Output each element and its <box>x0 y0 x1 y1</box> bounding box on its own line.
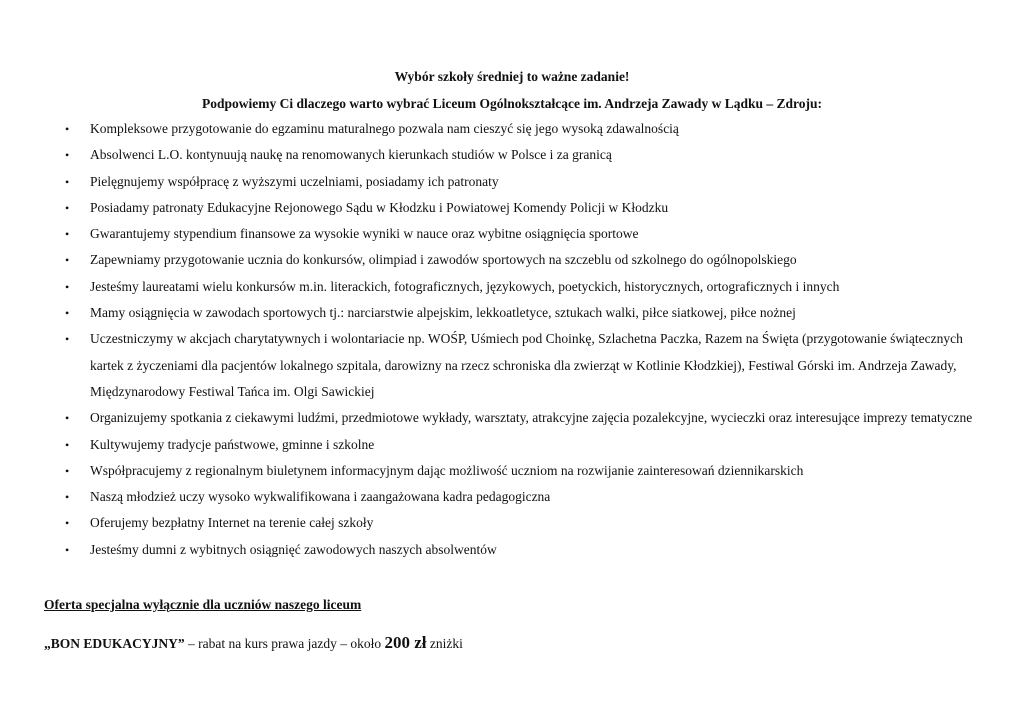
bullet-icon: • <box>65 279 70 294</box>
list-item-text: Pielęgnujemy współpracę z wyższymi uczelniami, posiadamy ich patronaty <box>90 173 499 189</box>
bullet-icon: • <box>65 516 70 531</box>
bullet-icon: • <box>65 437 70 452</box>
bullet-icon: • <box>65 332 70 347</box>
bullet-icon: • <box>65 174 70 189</box>
list-item <box>0 116 1024 142</box>
voucher-description: – rabat na kurs prawa jazdy – około <box>184 636 385 651</box>
list-item <box>0 484 1024 510</box>
list-item-text: Organizujemy spotkania z ciekawymi ludźmi, przedmiotowe wykłady, warsztaty, atrakcyjne zajęcia pozalekcyjne, wycieczki oraz interesujące imprezy tematyczne <box>90 410 973 426</box>
bullet-icon: • <box>65 148 70 163</box>
bullet-icon: • <box>65 122 70 136</box>
list-item-text: Mamy osiągnięcia w zawodach sportowych tj.: narciarstwie alpejskim, lekkoatletyce, sztukach walki, piłce siatkowej, piłce nożnej <box>90 305 796 321</box>
list-item-text: Gwarantujemy stypendium finansowe za wysokie wyniki w nauce oraz wybitne osiągnięcia sportowe <box>90 226 639 242</box>
special-offer-heading: Oferta specjalna wyłącznie dla uczniów naszego liceum <box>44 597 362 612</box>
voucher-line <box>44 633 463 654</box>
list-item <box>0 300 1024 326</box>
document-title: Wybór szkoły średniej to ważne zadanie! <box>394 69 630 84</box>
list-item-text: Oferujemy bezpłatny Internet na terenie całej szkoły <box>90 515 374 531</box>
bullet-icon: • <box>65 490 70 505</box>
list-item <box>0 458 1024 484</box>
list-item-text: Naszą młodzież uczy wysoko wykwalifikowana i zaangażowana kadra pedagogiczna <box>90 489 551 505</box>
list-item <box>0 432 1024 458</box>
list-item <box>0 510 1024 536</box>
list-item-text: Posiadamy patronaty Edukacyjne Rejonowego Sądu w Kłodzku i Powiatowej Komendy Policji w Kłodzku <box>90 199 669 215</box>
list-item <box>0 274 1024 300</box>
list-item-text: Kompleksowe przygotowanie do egzaminu maturalnego pozwala nam cieszyć się jego wysoką zdawalnością <box>90 121 679 136</box>
list-item <box>0 247 1024 273</box>
list-item <box>0 169 1024 195</box>
bullet-icon: • <box>65 227 70 242</box>
bullet-icon: • <box>65 253 70 268</box>
list-item-text: Jesteśmy dumni z wybitnych osiągnięć zawodowych naszych absolwentów <box>90 541 497 557</box>
list-item-text: Absolwenci L.O. kontynuują naukę na renomowanych kierunkach studiów w Polsce i za granicą <box>90 147 612 163</box>
voucher-suffix: zniżki <box>426 636 463 651</box>
voucher-name: „BON EDUKACYJNY” <box>44 636 185 651</box>
bullet-icon: • <box>65 411 70 426</box>
list-item <box>0 405 1024 431</box>
list-item <box>0 142 1024 168</box>
list-item-text: Uczestniczymy w akcjach charytatywnych i wolontariacie np. WOŚP, Uśmiech pod Choinkę, Szlachetna Paczka, Razem na Święta (przygotowanie świątecznych kartek z życzeniami dla pacjentów lokalnego szpitala, darowizny na rzecz schroniska dla zwierząt w Kotlinie Kłodzkiej), Festiwal Górski im. Andrzeja Zawady, Międzynarodowy Festiwal Tańca im. Olgi Sawickiej <box>90 331 963 399</box>
list-item-text: Współpracujemy z regionalnym biuletynem informacyjnym dając możliwość uczniom na rozwijanie zainteresowań dziennikarskich <box>90 462 804 478</box>
bullet-icon: • <box>65 306 70 321</box>
reasons-list <box>0 116 1024 563</box>
list-item <box>0 537 1024 563</box>
list-item-text: Kultywujemy tradycje państwowe, gminne i szkolne <box>90 436 375 452</box>
voucher-amount: 200 zł <box>384 633 427 652</box>
list-item <box>0 221 1024 247</box>
list-item-text: Jesteśmy laureatami wielu konkursów m.in. literackich, fotograficznych, językowych, poetyckich, historycznych, ortograficznych i innych <box>90 278 840 294</box>
document-subtitle: Podpowiemy Ci dlaczego warto wybrać Liceum Ogólnokształcące im. Andrzeja Zawady w Lądku – Zdroju: <box>202 96 822 111</box>
bullet-icon: • <box>65 200 70 215</box>
list-item <box>0 326 1024 405</box>
bullet-icon: • <box>65 542 70 557</box>
list-item <box>0 195 1024 221</box>
list-item-text: Zapewniamy przygotowanie ucznia do konkursów, olimpiad i zawodów sportowych na szczeblu od szkolnego do ogólnopolskiego <box>90 252 797 268</box>
bullet-icon: • <box>65 463 70 478</box>
